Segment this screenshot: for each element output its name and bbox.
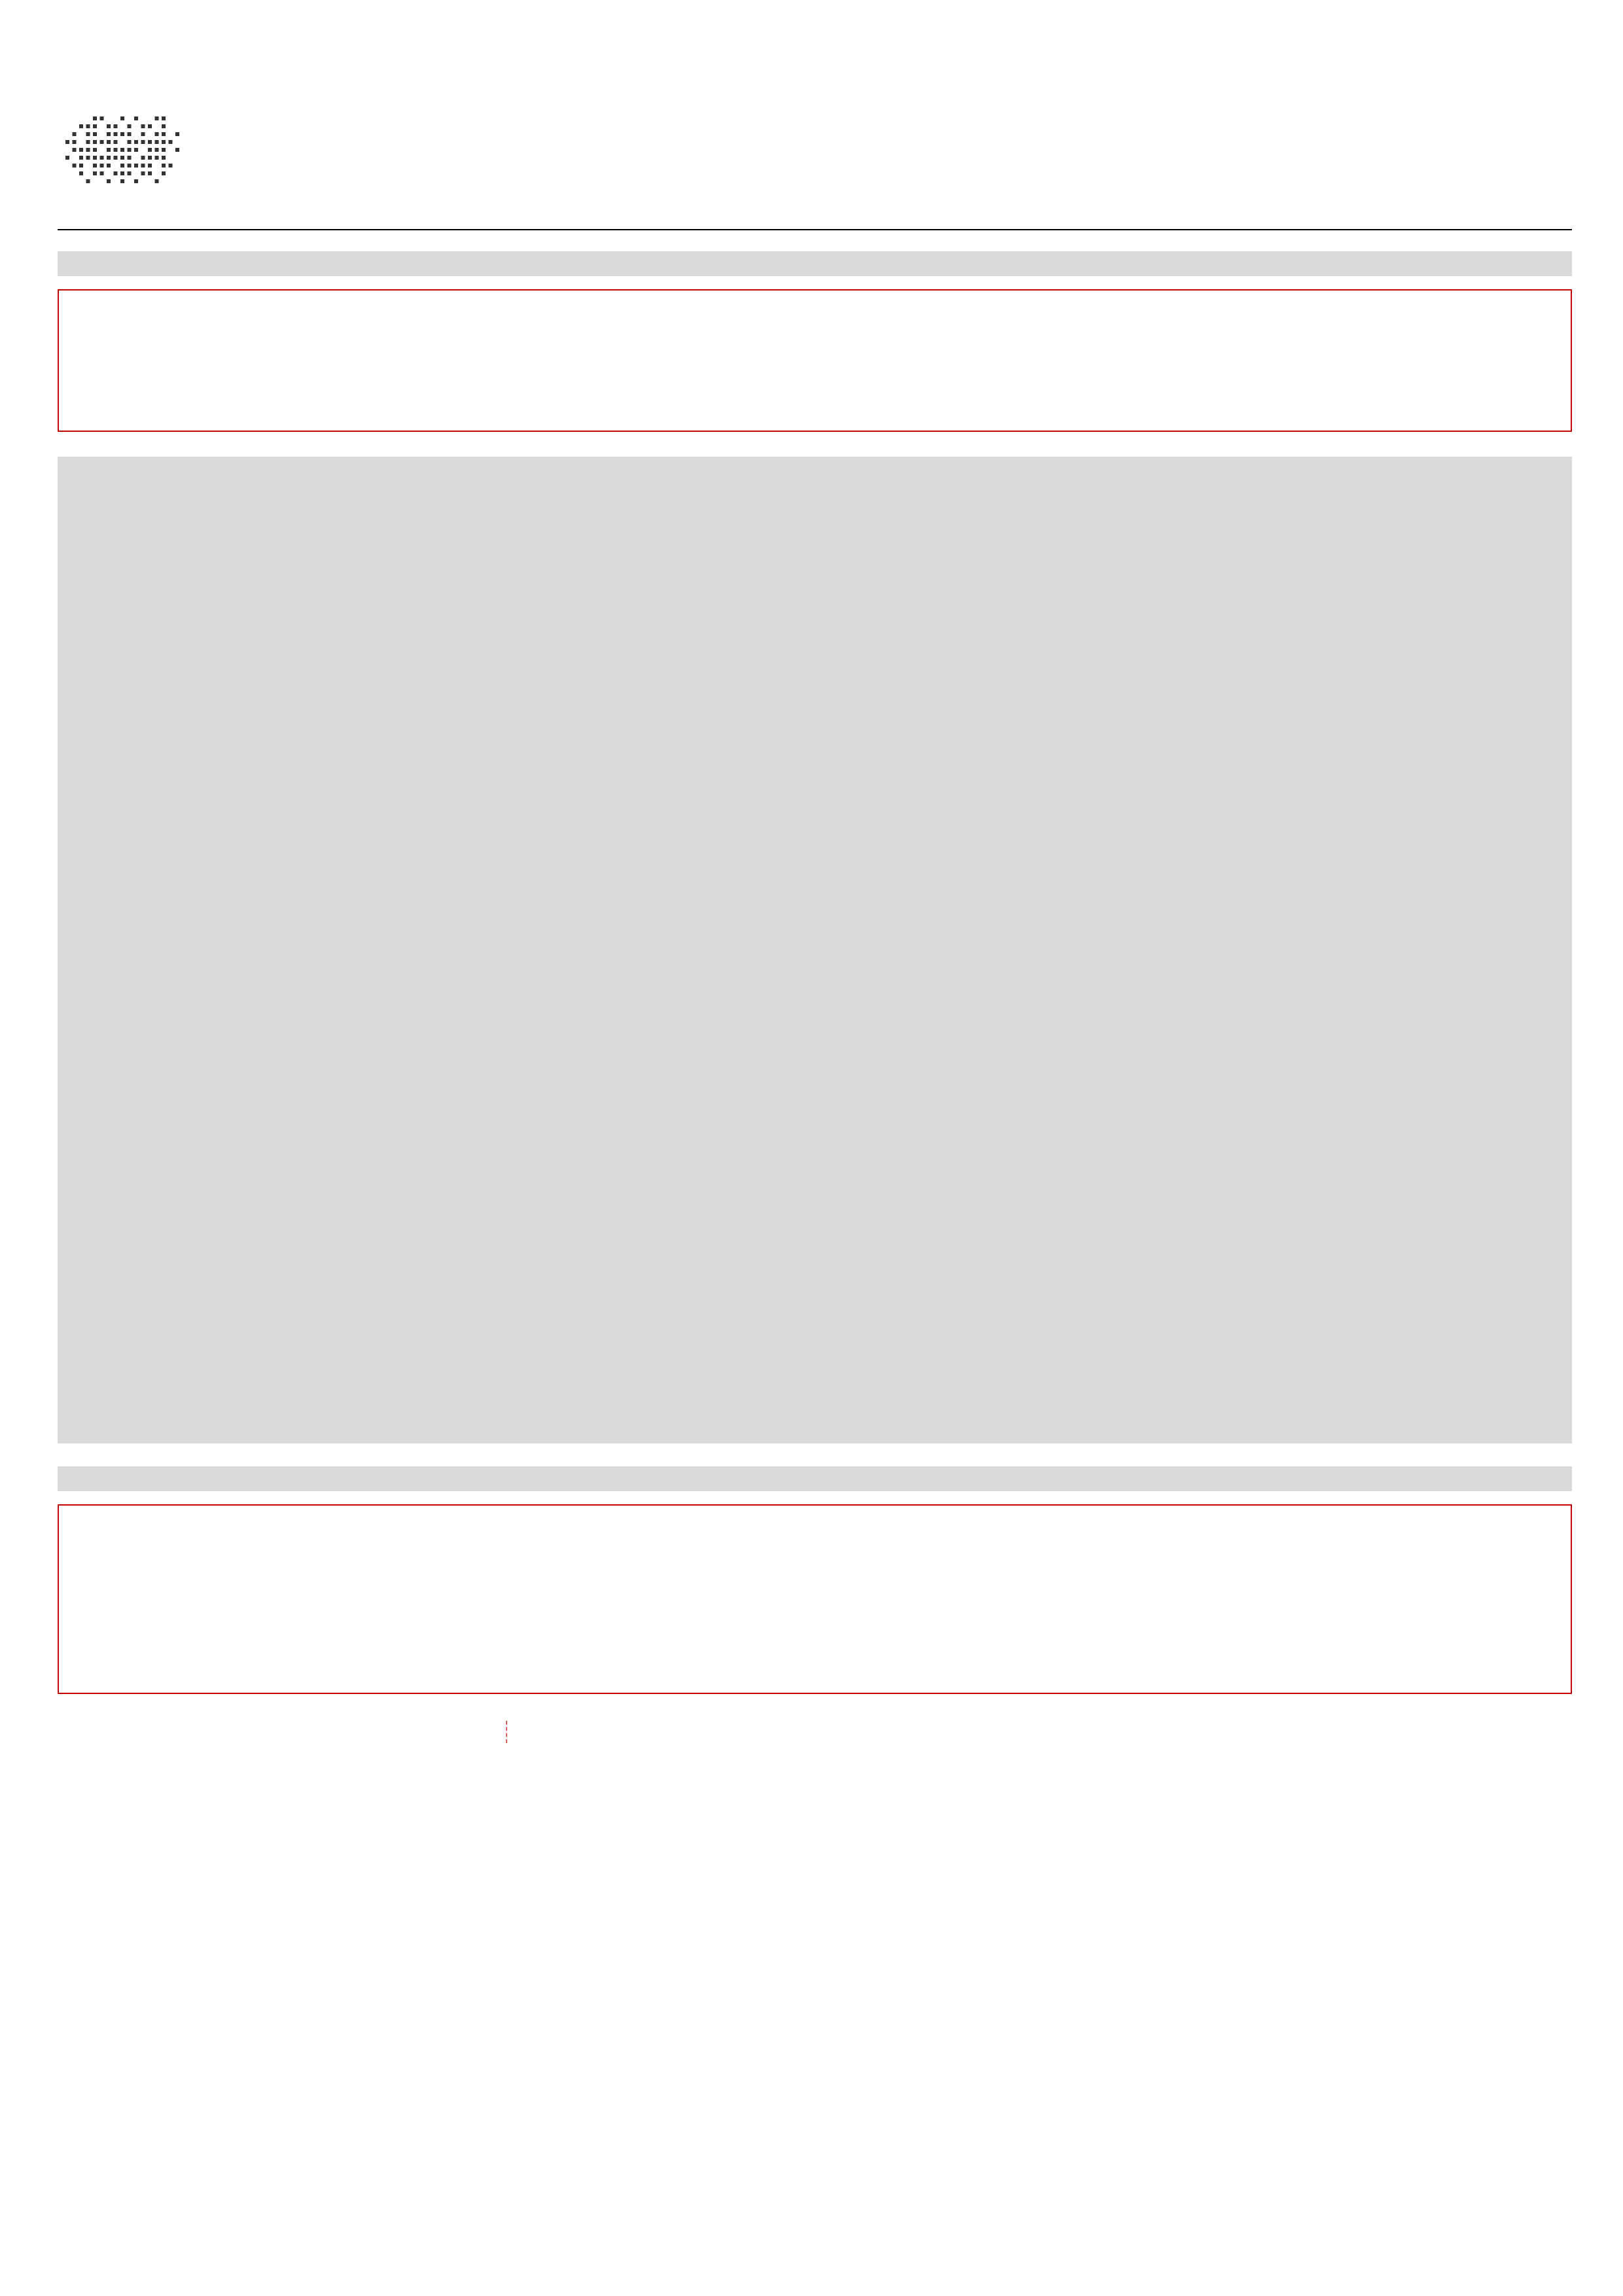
logo-dot bbox=[162, 140, 166, 144]
logo-dot bbox=[128, 140, 132, 144]
logo-dot bbox=[120, 171, 124, 175]
logo-dot bbox=[86, 179, 90, 183]
logo-dot bbox=[128, 164, 132, 168]
logo-dot bbox=[107, 132, 111, 136]
logo-dot bbox=[141, 140, 145, 144]
segments-annual-table bbox=[58, 1721, 721, 1743]
logo-dot bbox=[128, 156, 132, 160]
logo-dot bbox=[114, 156, 118, 160]
annual-header-cell bbox=[329, 1721, 418, 1743]
paragraph-spacer bbox=[63, 480, 1567, 503]
logo-dot bbox=[155, 116, 159, 120]
logo-dot bbox=[86, 132, 90, 136]
logo-dot bbox=[155, 140, 159, 144]
logo-dot bbox=[169, 164, 173, 168]
logo-dot bbox=[93, 140, 97, 144]
logo-dot bbox=[120, 148, 124, 152]
logo-dot bbox=[120, 179, 124, 183]
logo-dot bbox=[114, 171, 118, 175]
logo-dot bbox=[128, 148, 132, 152]
logo-dot bbox=[107, 140, 111, 144]
paragraph-spacer bbox=[63, 458, 1567, 480]
logo-dot bbox=[93, 116, 97, 120]
driver-key-conclusions bbox=[58, 1504, 1572, 1694]
logo-dot bbox=[93, 148, 97, 152]
logo-dot bbox=[107, 148, 111, 152]
sarria-logo-mark bbox=[58, 111, 192, 226]
logo-dot bbox=[162, 116, 166, 120]
logo-dot bbox=[155, 132, 159, 136]
logo-dot bbox=[93, 164, 97, 168]
logo-dot bbox=[141, 171, 145, 175]
annual-header-cell bbox=[596, 1721, 685, 1743]
header-label-cell bbox=[58, 1721, 156, 1743]
logo-dot bbox=[93, 124, 97, 128]
logo-dot bbox=[141, 156, 145, 160]
logo-dot bbox=[107, 156, 111, 160]
logo-dot bbox=[162, 148, 166, 152]
logo-dot bbox=[120, 156, 124, 160]
logo-dot bbox=[134, 148, 138, 152]
logo-dot bbox=[100, 164, 104, 168]
logo-dot bbox=[134, 116, 138, 120]
logo-dot bbox=[155, 156, 159, 160]
logo-dot bbox=[100, 116, 104, 120]
logo-dot bbox=[134, 164, 138, 168]
logo-dot bbox=[114, 132, 118, 136]
logo-dot bbox=[86, 156, 90, 160]
logo-dot bbox=[162, 124, 166, 128]
logo-dot bbox=[73, 164, 77, 168]
quarterly-commentary bbox=[58, 457, 1572, 1443]
driver-header bbox=[58, 1466, 1572, 1491]
recent-trading-key-conclusions bbox=[58, 289, 1572, 432]
logo-dot bbox=[114, 148, 118, 152]
logo-dot bbox=[148, 124, 152, 128]
logo-dot bbox=[148, 140, 152, 144]
logo-dot bbox=[93, 156, 97, 160]
logo-dot bbox=[93, 132, 97, 136]
logo-dot bbox=[100, 171, 104, 175]
spacer-cell bbox=[685, 1721, 721, 1743]
logo-dot bbox=[148, 156, 152, 160]
logo-dot bbox=[100, 156, 104, 160]
logo-dot bbox=[79, 164, 83, 168]
annual-header-cell bbox=[507, 1721, 596, 1743]
logo-dot bbox=[79, 124, 83, 128]
logo-dot bbox=[162, 132, 166, 136]
sarria-logo bbox=[58, 111, 192, 226]
logo-dot bbox=[107, 124, 111, 128]
logo-dot bbox=[107, 179, 111, 183]
logo-dot bbox=[107, 164, 111, 168]
logo-dot bbox=[162, 171, 166, 175]
logo-dot bbox=[79, 156, 83, 160]
logo-dot bbox=[128, 124, 132, 128]
logo-dot bbox=[141, 132, 145, 136]
table-header-row bbox=[58, 1721, 721, 1743]
logo-dot bbox=[79, 171, 83, 175]
logo-dot bbox=[175, 148, 179, 152]
logo-dot bbox=[155, 148, 159, 152]
logo-dot bbox=[73, 140, 77, 144]
logo-dot bbox=[155, 179, 159, 183]
logo-dot bbox=[65, 156, 69, 160]
recent-trading-header bbox=[58, 251, 1572, 276]
logo-dot bbox=[169, 140, 173, 144]
logo-dot bbox=[128, 132, 132, 136]
logo-dot bbox=[79, 148, 83, 152]
logo-dot bbox=[141, 124, 145, 128]
logo-dot bbox=[114, 140, 118, 144]
header-spacer-cell bbox=[156, 1721, 329, 1743]
logo-dot bbox=[134, 179, 138, 183]
annual-header-cell bbox=[418, 1721, 507, 1743]
quarters-container bbox=[63, 458, 1567, 503]
logo-dot bbox=[120, 116, 124, 120]
logo-dot bbox=[134, 140, 138, 144]
logo-dot bbox=[86, 140, 90, 144]
logo-dot bbox=[175, 132, 179, 136]
logo-dot bbox=[162, 164, 166, 168]
logo-dot bbox=[73, 148, 77, 152]
logo-dot bbox=[86, 148, 90, 152]
logo-dot bbox=[141, 164, 145, 168]
logo-dot bbox=[86, 124, 90, 128]
logo-dot bbox=[100, 140, 104, 144]
logo-dot bbox=[148, 171, 152, 175]
logo-dot bbox=[148, 148, 152, 152]
logo-dot bbox=[128, 171, 132, 175]
logo-dot bbox=[114, 124, 118, 128]
logo-dot bbox=[65, 140, 69, 144]
header-divider bbox=[58, 229, 1572, 230]
logo-dot bbox=[93, 171, 97, 175]
logo-dot bbox=[73, 132, 77, 136]
logo-dot bbox=[120, 132, 124, 136]
logo-dot bbox=[148, 164, 152, 168]
logo-dot bbox=[120, 164, 124, 168]
logo-dot bbox=[162, 156, 166, 160]
